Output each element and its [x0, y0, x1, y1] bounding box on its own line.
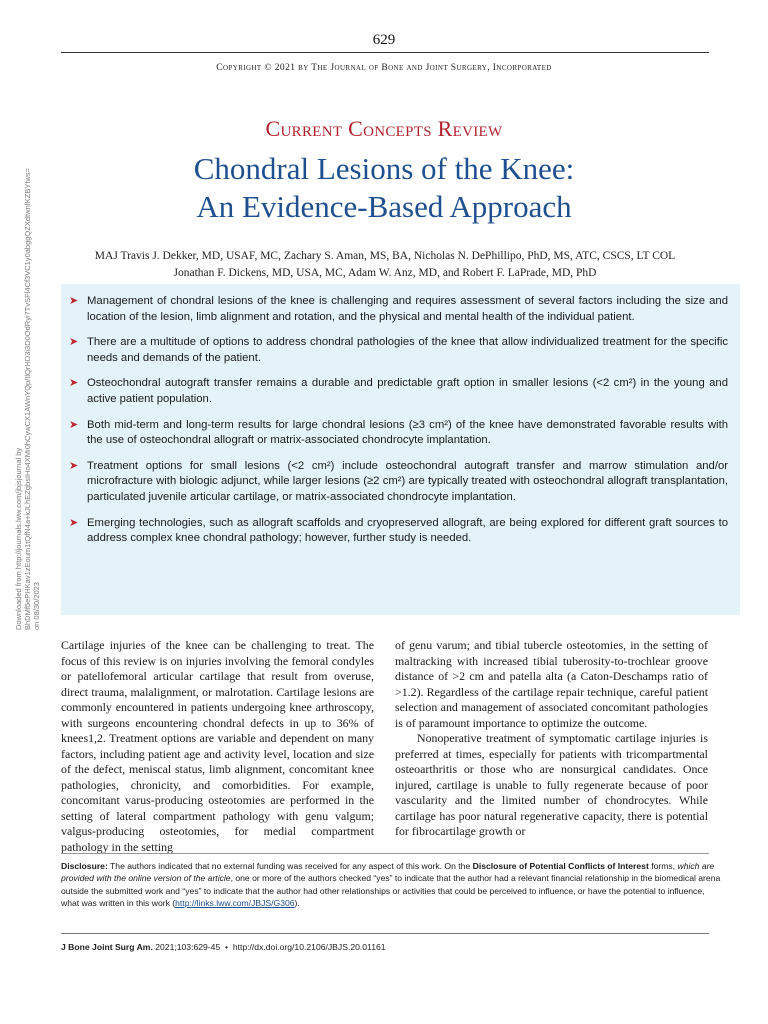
highlight-item: [65, 459, 728, 506]
highlight-text: Management of chondral lesions of the knee is challenging and requires assessment of several factors including the size and location of the lesion, limb alignment and rotation, and the physical and mental health of the individual patient.: [87, 295, 728, 323]
highlight-item: [65, 418, 728, 449]
bullet-separator: •: [225, 942, 229, 952]
article-title: [0, 150, 768, 226]
disclosure-text: The authors indicated that no external funding was received for any aspect of this work. On the: [110, 861, 471, 871]
disclosure-rule: [61, 853, 709, 854]
doi-link[interactable]: http://dx.doi.org/10.2106/JBJS.20.01161: [232, 942, 386, 952]
authors-line-2: Jonathan F. Dickens, MD, USA, MC, Adam W. Anz, MD, and Robert F. LaPrade, MD, PhD: [173, 267, 597, 279]
disclosure-url-link[interactable]: http://links.lww.com/JBJS/G306: [175, 898, 295, 909]
body-column-left: [61, 638, 374, 855]
highlight-text: Treatment options for small lesions (<2 cm²) include osteochondral autograft transfer and marrow stimulation and/or microfracture with biologic adjunct, while larger lesions (≥2 cm²) are typically treated with osteochondral allograft transplantation, particulated juvenile articular cartilage, or matrix-associated chondrocyte implantation.: [87, 459, 728, 503]
article-kicker: Current Concepts Review: [265, 116, 503, 141]
copyright-line: Copyright © 2021 by The Journal of Bone and Joint Surgery, Incorporated: [216, 63, 552, 73]
highlight-text: There are a multitude of options to address chondral pathologies of the knee that allow individualized treatment for the specific needs and demands of the patient.: [87, 336, 728, 364]
download-watermark-text: Downloaded from http://journals.lww.com/jbjsjournal by BhDMf5ePHKav1zEoum1tQfN4a+kJLhEZgbsIHo4XMi0hCywCX1AWnYQp/IlQrHD3i3D0OdRyi7TvSFl4Cf3VC1y0abggQZXdtwnfKZBYtws= on 08/30/2023: [14, 168, 41, 630]
highlight-text: Emerging technologies, such as allograft scaffolds and cryopreserved allograft, are being explored for different graft sources to address complex knee chondral pathology; however, further study is needed.: [87, 516, 728, 545]
arrow-bullet-icon: ➤: [69, 418, 79, 431]
authors-line-1: MAJ Travis J. Dekker, MD, USAF, MC, Zachary S. Aman, MS, BA, Nicholas N. DePhillipo, PhD, MS, ATC, CSCS, LT COL: [94, 250, 676, 262]
header-rule: [61, 52, 709, 53]
arrow-bullet-icon: ➤: [69, 295, 79, 307]
arrow-bullet-icon: ➤: [69, 336, 79, 349]
body-paragraph: Nonoperative treatment of symptomatic cartilage injuries is preferred at times, especially for patients with tricompartmental osteoarthritis or those who are nonsurgical candidates. Once injured, cartilage is unable to fully regenerate because of poor vascularity and the limited number of chondrocytes. While cartilage has poor natural regenerative capacity, there is potential for fibrocartilage growth or: [395, 731, 708, 838]
highlight-text: Both mid-term and long-term results for large chondral lesions (≥3 cm²) of the knee have demonstrated favorable results with the use of osteochondral allograft or matrix-associated chondrocyte implantation.: [87, 418, 728, 447]
journal-name: J Bone Joint Surg Am.: [61, 942, 153, 952]
highlight-text: Osteochondral autograft transfer remains a durable and predictable graft option in smaller lesions (<2 cm²) in the young and active patient population.: [87, 377, 728, 405]
disclosure-text: ).: [294, 898, 300, 909]
body-column-right: [395, 638, 708, 840]
disclosure-label: Disclosure:: [61, 861, 108, 871]
disclosure-text: forms,: [651, 861, 676, 871]
highlight-item: [65, 516, 728, 547]
disclosure-text: , one or more of the authors checked “yes” to indicate that the author had a relevant financial relationship in the biomedical arena outside the submitted work and “yes” to indicate that the author had other relationships or activities that could be perceived to influence, or have the potential to influence, what was written in this work (: [61, 873, 721, 909]
arrow-bullet-icon: ➤: [69, 459, 79, 472]
arrow-bullet-icon: ➤: [69, 377, 79, 390]
arrow-bullet-icon: ➤: [69, 516, 79, 529]
body-paragraph: of genu varum; and tibial tubercle osteotomies, in the setting of maltracking with increased tibial tuberosity-to-trochlear groove distance of >2 cm and patella alta (a Caton-Deschamps ratio of >1.2). Regardless of the cartilage repair technique, careful patient selection and management of associated concomitant pathologies is of paramount importance to optimize the outcome.: [395, 638, 708, 730]
author-list: [40, 248, 730, 282]
citation-details: 2021;103:629-45: [155, 942, 221, 952]
highlight-item: [65, 294, 728, 325]
highlights-box: [61, 284, 740, 615]
highlight-item: [65, 335, 728, 366]
disclosure-italic: which are provided with the online version of the article: [61, 861, 715, 884]
download-watermark: [14, 168, 41, 630]
disclosure-note: [61, 860, 721, 910]
citation-footer: [61, 942, 721, 952]
conflicts-link[interactable]: Disclosure of Potential Conflicts of Interest: [472, 861, 649, 871]
title-line-1: Chondral Lesions of the Knee:: [193, 151, 575, 186]
highlight-item: [65, 376, 728, 407]
title-line-2: An Evidence-Based Approach: [196, 189, 572, 224]
footer-rule: [61, 933, 709, 934]
page-number: 629: [372, 32, 396, 48]
body-paragraph: Cartilage injuries of the knee can be challenging to treat. The focus of this review is on injuries involving the femoral condyles or patellofemoral articular cartilage that result from overuse, direct trauma, malalignment, or malrotation. Cartilage lesions are commonly encountered in patients undergoing knee arthroscopy, with surgeons encountering chondral defects in up to 36% of knees1,2. Treatment options are variable and dependent on many factors, including patient age and activity level, location and size of the defect, meniscal status, limb alignment, concomitant knee pathologies, chronicity, and comorbidities. For example, concomitant varus-producing osteotomies are performed in the setting of lateral compartment pathology with genu valgum; valgus-producing osteotomies, for medial compartment pathology in the setting: [61, 638, 374, 854]
